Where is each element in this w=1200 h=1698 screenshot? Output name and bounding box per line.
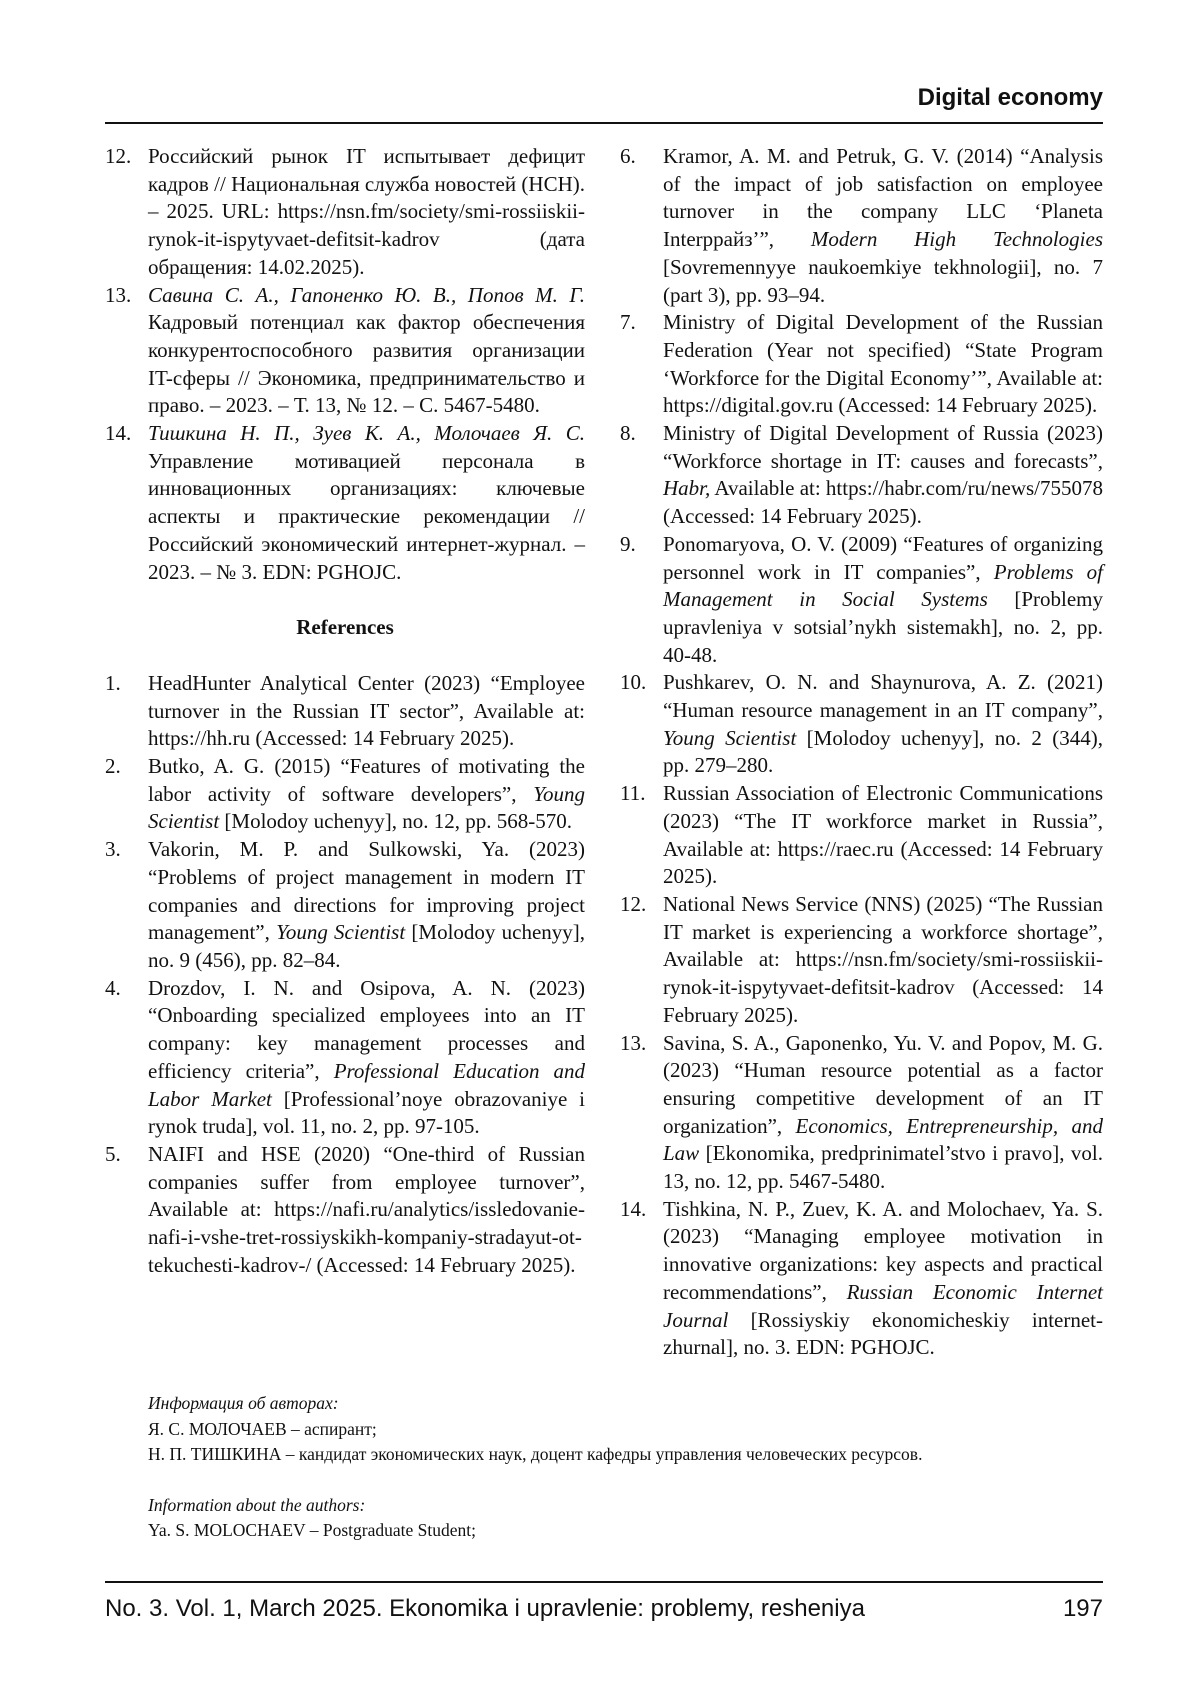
reference-text: HeadHunter Analytical Center (2023) “Employee turnover in the Russian IT sector”, Available at: https://hh.ru (Accessed: 14 February 2025).: [148, 670, 585, 751]
reference-item: [105, 1141, 585, 1280]
author-ru-line: Н. П. ТИШКИНА – кандидат экономических наук, доцент кафедры управления человеческих ресурсов.: [148, 1444, 923, 1464]
reference-text: Савина С. А., Гапоненко Ю. В., Попов М. Г. Кадровый потенциал как фактор обеспечения конкурентоспособного развития организации IT-сферы // Экономика, предпринимательство и право. – 2023. – Т. 13, № 12. – С. 5467-5480.: [148, 282, 585, 418]
reference-text: NAIFI and HSE (2020) “One-third of Russian companies suffer from employee turnover”, Available at: https://nafi.ru/analytics/issledovanie-nafi-i-vshe-tret-rossiyskikh-kompaniy-stradayut-ot-tekuchesti-kadrov-/ (Accessed: 14 February 2025).: [148, 1141, 585, 1277]
reference-number: 5.: [105, 1141, 121, 1166]
reference-item: [620, 891, 1103, 1030]
reference-text: Drozdov, I. N. and Osipova, A. N. (2023) “Onboarding specialized employees into an IT company: key management processes and efficiency criteria”, Professional Education and Labor Market [Professional’noye obrazovaniye i rynok truda], vol. 11, no. 2, pp. 97-105.: [148, 975, 585, 1139]
authors-ru-heading: Информация об авторах:: [148, 1393, 339, 1413]
reference-number: 12.: [105, 144, 132, 168]
authors-en-heading: Information about the authors:: [148, 1494, 366, 1515]
reference-text: Butko, A. G. (2015) “Features of motivating the labor activity of software developers”, Young Scientist [Molodoy uchenyy], no. 12, pp. 568-570.: [148, 754, 585, 834]
reference-number: 8.: [620, 421, 636, 446]
reference-text: Тишкина Н. П., Зуев К. А., Молочаев Я. С. Управление мотивацией персонала в инновационных организациях: ключевые аспекты и практические рекомендации // Российский экономический интернет-журнал. – 2023. – № 3. EDN: PGHOJC.: [148, 421, 585, 584]
reference-number: 1.: [105, 670, 121, 695]
reference-text: Российский рынок IT испытывает дефицит кадров // Национальная служба новостей (НСН). – 2025. URL: https://nsn.fm/society/smi-rossiiskii-rynok-it-ispytyvaet-defitsit-kadrov (дата обращения: 14.02.2025).: [148, 144, 585, 279]
reference-item: [620, 531, 1103, 670]
reference-number: 14.: [620, 1196, 647, 1221]
reference-number: 3.: [105, 837, 121, 862]
reference-item: [620, 420, 1103, 531]
spacer: [148, 1468, 1128, 1493]
reference-number: 13.: [620, 1030, 647, 1055]
reference-text: Ponomaryova, O. V. (2009) “Features of organizing personnel work in IT companies”, Problems of Management in Social Systems [Problemy upravleniya v sotsial’nykh sistemakh], no. 2, pp. 40-48.: [663, 531, 1104, 667]
references-heading: References: [296, 615, 394, 640]
reference-number: 14.: [105, 421, 132, 446]
right-column: [620, 143, 1103, 1362]
reference-item: [620, 1030, 1103, 1196]
reference-text: Tishkina, N. P., Zuev, K. A. and Molochaev, Ya. S. (2023) “Managing employee motivation in innovative organizations: key aspects and practical recommendations”, Russian Economic Internet Journal [Rossiyskiy ekonomicheskiy internet-zhurnal], no. 3. EDN: PGHOJC.: [663, 1196, 1104, 1360]
reference-number: 12.: [620, 891, 647, 916]
reference-item: [105, 975, 585, 1141]
page-footer: [105, 1581, 1103, 1623]
reference-item: [620, 309, 1103, 420]
reference-number: 9.: [620, 531, 636, 556]
reference-item: [105, 282, 585, 421]
reference-text: Savina, S. A., Gaponenko, Yu. V. and Popov, M. G. (2023) “Human resource potential as a factor ensuring competitive development of an IT organization”, Economics, Entrepreneurship, and Law [Ekonomika, predprinimatel’stvo i pravo], vol. 13, no. 12, pp. 5467-5480.: [663, 1030, 1104, 1194]
reference-number: 13.: [105, 282, 132, 307]
english-reference-list-right: [620, 143, 1103, 1362]
reference-item: [620, 669, 1103, 780]
reference-number: 6.: [620, 144, 636, 168]
reference-text: Vakorin, M. P. and Sulkowski, Ya. (2023) “Problems of project management in modern IT companies and directions for improving project management”, Young Scientist [Molodoy uchenyy], no. 9 (456), pp. 82–84.: [148, 837, 586, 972]
reference-number: 10.: [620, 670, 647, 695]
reference-text: Kramor, A. M. and Petruk, G. V. (2014) “Analysis of the impact of job satisfaction on employee turnover in the company LLC ‘Planeta Interрpайз’”, Modern High Technologies [Sovremennyye naukoemkiye tekhnologii], no. 7 (part 3), pp. 93–94.: [663, 144, 1103, 307]
russian-reference-list: [105, 143, 585, 586]
journal-citation: No. 3. Vol. 1, March 2025. Ekonomika i upravlenie: problemy, resheniya: [105, 1595, 865, 1622]
reference-number: 2.: [105, 754, 121, 779]
reference-item: [105, 753, 585, 836]
reference-text: Ministry of Digital Development of the Russian Federation (Year not specified) “State Program ‘Workforce for the Digital Economy’”, Available at: https://digital.gov.ru (Accessed: 14 February 2025).: [663, 310, 1103, 418]
reference-number: 7.: [620, 310, 636, 335]
reference-text: Ministry of Digital Development of Russia (2023) “Workforce shortage in IT: causes and forecasts”, Habr, Available at: https://habr.com/ru/news/755078 (Accessed: 14 February 2025).: [663, 421, 1103, 529]
reference-text: Pushkarev, O. N. and Shaynurova, A. Z. (2021) “Human resource management in an IT company”, Young Scientist [Molodoy uchenyy], no. 2 (344), pp. 279–280.: [663, 670, 1104, 778]
reference-item: [620, 1196, 1103, 1362]
section-title: Digital economy: [917, 84, 1103, 111]
reference-item: [105, 143, 585, 282]
reference-text: Russian Association of Electronic Communications (2023) “The IT workforce market in Russia”, Available at: https://raec.ru (Accessed: 14 February 2025).: [663, 781, 1103, 889]
reference-number: 4.: [105, 975, 121, 1000]
reference-number: 11.: [620, 781, 646, 806]
reference-text: National News Service (NNS) (2025) “The Russian IT market is experiencing a workforce shortage”, Available at: https://nsn.fm/society/smi-rossiiskii-rynok-it-ispytyvaet-defitsit-kadrov (Accessed: 14 February 2025).: [663, 891, 1103, 1027]
page-header: [105, 84, 1103, 124]
reference-item: [105, 420, 585, 586]
reference-item: [105, 670, 585, 753]
page-number: 197: [1062, 1595, 1103, 1622]
left-column: [105, 143, 585, 1279]
reference-item: [620, 780, 1103, 891]
author-ru-line: Я. С. МОЛОЧАЕВ – аспирант;: [148, 1418, 377, 1439]
author-en-line: Ya. S. MOLOCHAEV – Postgraduate Student;: [148, 1520, 476, 1540]
reference-item: [620, 143, 1103, 309]
author-information: [148, 1391, 1128, 1544]
english-reference-list-left: [105, 670, 585, 1279]
reference-item: [105, 836, 585, 975]
